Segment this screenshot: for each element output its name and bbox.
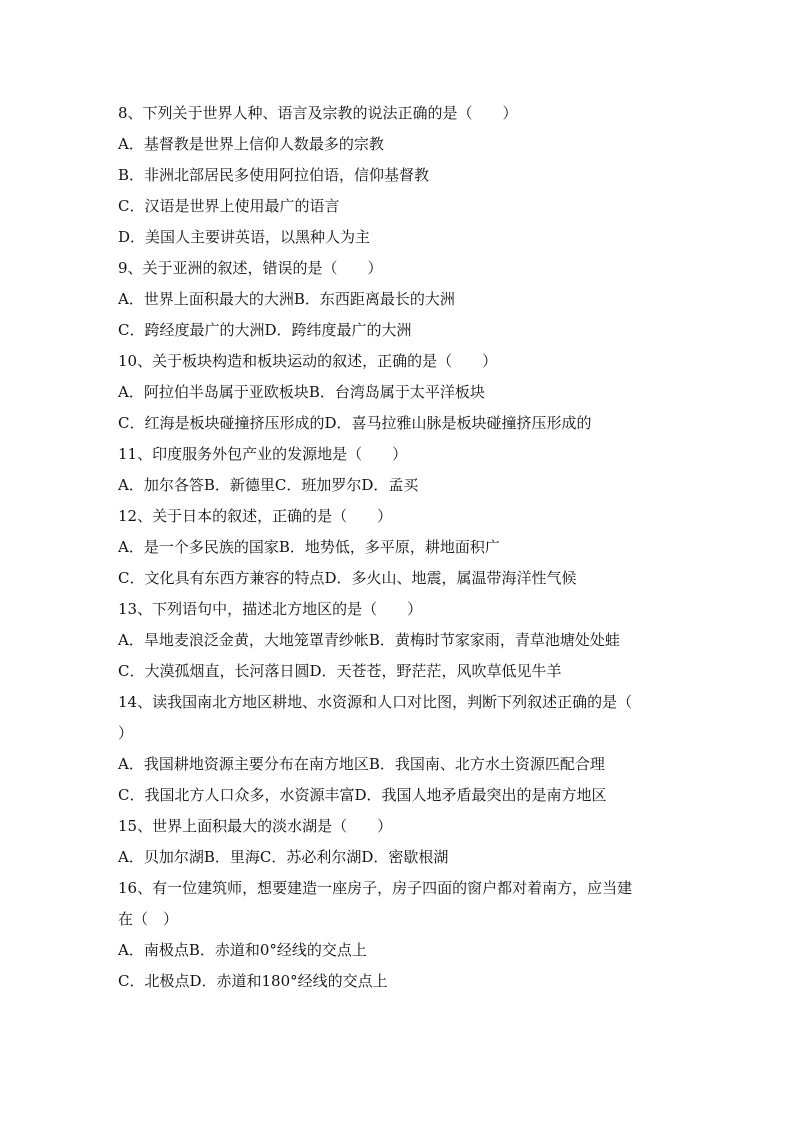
question-14-options-ab: A．我国耕地资源主要分布在南方地区B．我国南、北方水土资源匹配合理 [118,755,605,773]
question-10-stem: 10、关于板块构造和板块运动的叙述，正确的是（ ） [118,352,498,370]
question-9-options-ab: A．世界上面积最大的大洲B．东西距离最长的大洲 [118,290,455,308]
question-list [118,98,678,997]
question-13-stem: 13、下列语句中，描述北方地区的是（ ） [118,600,423,618]
question-12-stem: 12、关于日本的叙述，正确的是（ ） [118,507,393,525]
question-11-options: A．加尔各答B．新德里C．班加罗尔D．孟买 [118,476,419,494]
question-16-stem-line-2: 在（ ） [118,910,179,928]
question-15-options: A．贝加尔湖B．里海C．苏必利尔湖D．密歇根湖 [118,848,449,866]
question-10-options-cd: C．红海是板块碰撞挤压形成的D．喜马拉雅山脉是板块碰撞挤压形成的 [118,414,592,432]
question-14-stem-line-1: 14、读我国南北方地区耕地、水资源和人口对比图，判断下列叙述正确的是（ [118,693,633,711]
question-10-options-ab: A．阿拉伯半岛属于亚欧板块B．台湾岛属于太平洋板块 [118,383,485,401]
question-8-option-a: A．基督教是世界上信仰人数最多的宗教 [118,135,384,153]
question-8-option-d: D．美国人主要讲英语，以黑种人为主 [118,228,371,246]
question-15-stem: 15、世界上面积最大的淡水湖是（ ） [118,817,393,835]
question-13-options-cd: C．大漠孤烟直，长河落日圆D．天苍苍，野茫茫，风吹草低见牛羊 [118,662,562,680]
question-14-stem-line-2: ） [118,724,134,742]
question-16-stem-line-1: 16、有一位建筑师，想要建造一座房子，房子四面的窗户都对着南方，应当建 [118,879,633,897]
question-12-options-ab: A．是一个多民族的国家B．地势低，多平原，耕地面积广 [118,538,500,556]
question-12-options-cd: C．文化具有东西方兼容的特点D．多火山、地震，属温带海洋性气候 [118,569,577,587]
question-8-option-b: B．非洲北部居民多使用阿拉伯语，信仰基督教 [118,166,430,184]
question-9-stem: 9、关于亚洲的叙述，错误的是（ ） [118,259,383,277]
question-16-options-cd: C．北极点D．赤道和180°经线的交点上 [118,972,388,990]
question-16-options-ab: A．南极点B．赤道和0°经线的交点上 [118,941,367,959]
question-13-options-ab: A．旱地麦浪泛金黄，大地笼罩青纱帐B．黄梅时节家家雨，青草池塘处处蛙 [118,631,620,649]
question-8-option-c: C．汉语是世界上使用最广的语言 [118,197,340,215]
question-8-stem: 8、下列关于世界人种、语言及宗教的说法正确的是（ ） [118,104,518,122]
question-14-options-cd: C．我国北方人口众多，水资源丰富D．我国人地矛盾最突出的是南方地区 [118,786,607,804]
question-9-options-cd: C．跨经度最广的大洲D．跨纬度最广的大洲 [118,321,412,339]
question-11-stem: 11、印度服务外包产业的发源地是（ ） [118,445,408,463]
